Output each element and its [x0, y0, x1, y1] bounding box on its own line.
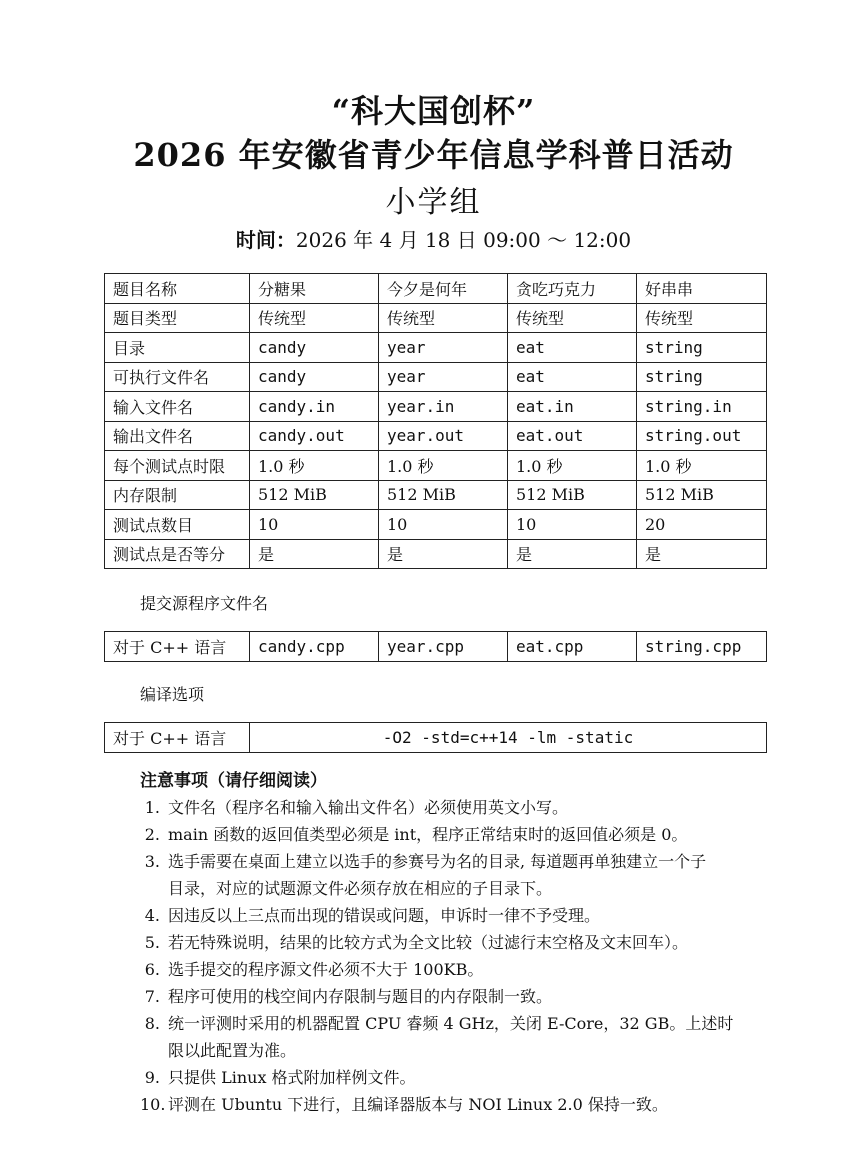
list-item — [140, 1010, 780, 1064]
table-cell: candy.cpp — [250, 632, 379, 662]
list-item-text: main 函数的返回值类型必须是 int，程序正常结束时的返回值必须是 0。 — [168, 825, 688, 844]
table-row — [105, 392, 767, 422]
table-cell: 1.0 秒 — [637, 451, 767, 481]
table-cell: candy.out — [250, 421, 379, 451]
table-cell: eat — [508, 333, 637, 363]
table-cell: 传统型 — [250, 303, 379, 333]
table-cell: eat.in — [508, 392, 637, 422]
table-row — [105, 362, 767, 392]
compile-options-label: 编译选项 — [140, 685, 205, 704]
table-cell: eat — [508, 362, 637, 392]
list-item-text: 因违反以上三点而出现的错误或问题，申诉时一律不予受理。 — [168, 906, 601, 925]
table-cell: candy — [250, 362, 379, 392]
list-item-number: 6. — [144, 960, 160, 979]
table-cell: year — [379, 333, 508, 363]
list-item-number: 4. — [144, 906, 160, 925]
table-cell: 对于 C++ 语言 — [105, 723, 250, 753]
list-item-text: 程序可使用的栈空间内存限制与题目的内存限制一致。 — [168, 987, 553, 1006]
list-item-number: 7. — [144, 987, 160, 1006]
row-header-cell: 测试点是否等分 — [105, 539, 250, 569]
table-row — [105, 510, 767, 540]
list-item-text: 统一评测时采用的机器配置 CPU 睿频 4 GHz，关闭 E-Core，32 GB。上述时 — [168, 1014, 734, 1033]
contest-title: “科大国创杯” — [331, 92, 536, 130]
table-cell: 今夕是何年 — [379, 274, 508, 304]
list-item-number: 2. — [144, 825, 160, 844]
table-cell: string — [637, 333, 767, 363]
table-cell: 10 — [250, 510, 379, 540]
table-cell: string.cpp — [637, 632, 767, 662]
table-cell: year — [379, 362, 508, 392]
table-cell: 传统型 — [508, 303, 637, 333]
table-cell: 是 — [379, 539, 508, 569]
table-cell: 512 MiB — [508, 480, 637, 510]
table-cell: 传统型 — [637, 303, 767, 333]
list-item-text-continued: 目录，对应的试题源文件必须存放在相应的子目录下。 — [168, 879, 553, 898]
row-header-cell: 输出文件名 — [105, 421, 250, 451]
table-cell: 是 — [637, 539, 767, 569]
time-value: 2026 年 4 月 18 日 09:00 ～ 12:00 — [295, 228, 632, 252]
table-row — [105, 632, 767, 662]
notes-list — [140, 794, 780, 1118]
table-cell: eat.out — [508, 421, 637, 451]
list-item-number: 10. — [140, 1095, 166, 1114]
list-item-text: 选手需要在桌面上建立以选手的参赛号为名的目录, 每道题再单独建立一个子 — [168, 852, 707, 871]
time-label: 时间： — [235, 228, 296, 252]
table-cell: candy.in — [250, 392, 379, 422]
list-item — [140, 848, 780, 902]
table-cell: 10 — [379, 510, 508, 540]
list-item-text: 评测在 Ubuntu 下进行，且编译器版本与 NOI Linux 2.0 保持一致。 — [168, 1095, 668, 1114]
table-cell: 10 — [508, 510, 637, 540]
table-cell: 贪吃巧克力 — [508, 274, 637, 304]
table-cell: 传统型 — [379, 303, 508, 333]
list-item-text: 文件名（程序名和输入输出文件名）必须使用英文小写。 — [168, 798, 569, 817]
list-item-number: 1. — [144, 798, 160, 817]
event-title: 2026 年安徽省青少年信息学科普日活动 — [133, 136, 734, 174]
table-cell: 1.0 秒 — [508, 451, 637, 481]
row-header-cell: 输入文件名 — [105, 392, 250, 422]
notes-title: 注意事项（请仔细阅读） — [140, 771, 327, 791]
row-header-cell: 题目类型 — [105, 303, 250, 333]
table-row — [105, 539, 767, 569]
table-cell: 好串串 — [637, 274, 767, 304]
table-cell: 20 — [637, 510, 767, 540]
table-cell: string.out — [637, 421, 767, 451]
table-cell: 对于 C++ 语言 — [105, 632, 250, 662]
table-cell: year.out — [379, 421, 508, 451]
row-header-cell: 内存限制 — [105, 480, 250, 510]
list-item-number: 9. — [144, 1068, 160, 1087]
row-header-cell: 测试点数目 — [105, 510, 250, 540]
table-row — [105, 451, 767, 481]
table-cell: 是 — [508, 539, 637, 569]
row-header-cell: 可执行文件名 — [105, 362, 250, 392]
source-files-table — [104, 631, 767, 662]
source-files-label: 提交源程序文件名 — [140, 594, 269, 613]
table-row — [105, 480, 767, 510]
exam-time — [0, 224, 867, 253]
list-item — [140, 1064, 780, 1091]
table-row — [105, 274, 767, 304]
table-row — [105, 723, 767, 753]
table-row — [105, 303, 767, 333]
list-item — [140, 929, 780, 956]
row-header-cell: 题目名称 — [105, 274, 250, 304]
list-item-text-continued: 限以此配置为准。 — [168, 1041, 297, 1060]
list-item — [140, 956, 780, 983]
table-cell: 512 MiB — [637, 480, 767, 510]
table-cell: 512 MiB — [379, 480, 508, 510]
list-item — [140, 794, 780, 821]
table-cell: string — [637, 362, 767, 392]
problem-table — [104, 273, 767, 569]
table-cell: 1.0 秒 — [379, 451, 508, 481]
table-cell: eat.cpp — [508, 632, 637, 662]
group-title: 小学组 — [385, 185, 482, 220]
table-cell: candy — [250, 333, 379, 363]
table-cell: year.cpp — [379, 632, 508, 662]
list-item-text: 若无特殊说明，结果的比较方式为全文比较（过滤行末空格及文末回车）。 — [168, 933, 689, 952]
row-header-cell: 目录 — [105, 333, 250, 363]
table-cell: 是 — [250, 539, 379, 569]
list-item — [140, 983, 780, 1010]
list-item-number: 8. — [144, 1014, 160, 1033]
row-header-cell: 每个测试点时限 — [105, 451, 250, 481]
table-cell: 分糖果 — [250, 274, 379, 304]
table-cell: 1.0 秒 — [250, 451, 379, 481]
list-item-number: 3. — [144, 852, 160, 871]
list-item — [140, 902, 780, 929]
compile-options-table — [104, 722, 767, 753]
list-item — [140, 821, 780, 848]
table-cell: 512 MiB — [250, 480, 379, 510]
list-item-text: 选手提交的程序源文件必须不大于 100KB。 — [168, 960, 484, 979]
table-row — [105, 333, 767, 363]
list-item — [140, 1091, 780, 1118]
list-item-number: 5. — [144, 933, 160, 952]
table-row — [105, 421, 767, 451]
list-item-text: 只提供 Linux 格式附加样例文件。 — [168, 1068, 416, 1087]
compile-options-value: -O2 -std=c++14 -lm -static — [250, 723, 767, 753]
table-cell: year.in — [379, 392, 508, 422]
table-cell: string.in — [637, 392, 767, 422]
